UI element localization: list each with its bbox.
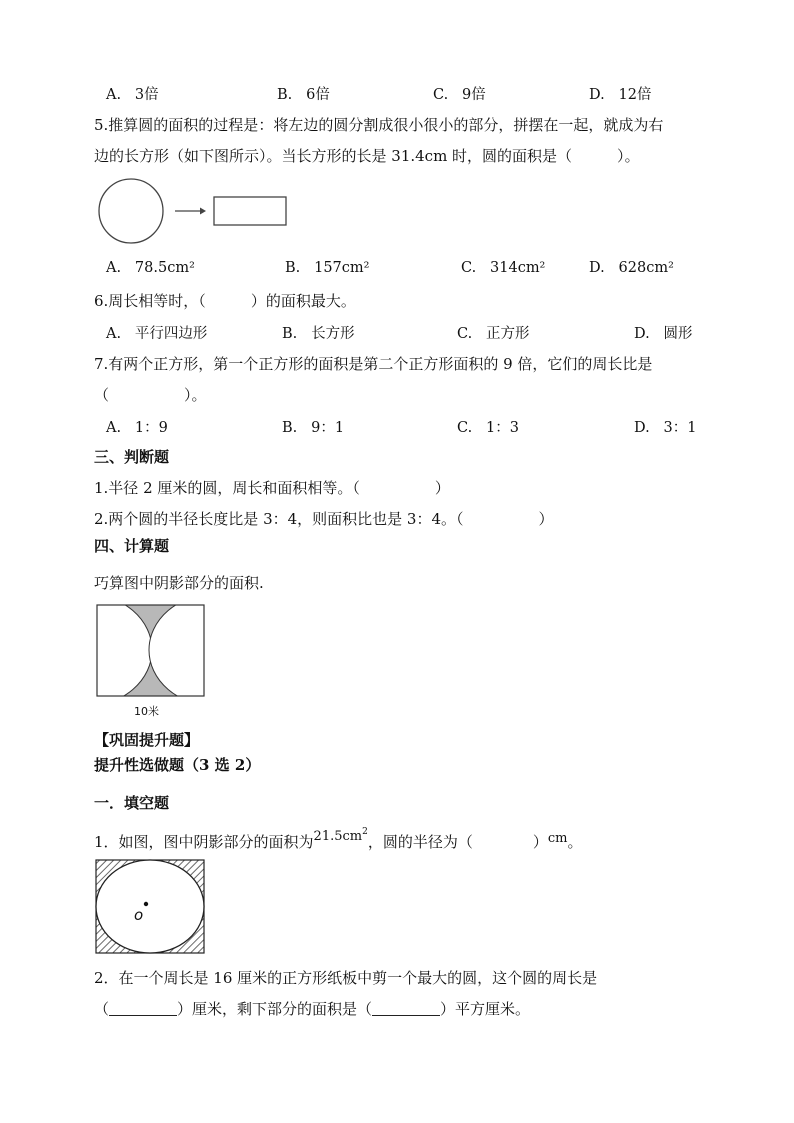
q7-stem-line2: （ ）。 (94, 386, 207, 404)
q6-stem: 6.周长相等时，（ ）的面积最大。 (94, 292, 356, 310)
q4-option-d: D. 12倍 (589, 87, 652, 103)
q5-figure (94, 176, 294, 248)
q7-option-d: D. 3：1 (634, 420, 697, 436)
q6-option-b: B. 长方形 (282, 326, 355, 342)
fill-q2-blank-2[interactable] (372, 1001, 440, 1016)
fill-q1-circle (96, 860, 204, 953)
q6-option-a: A. 平行四边形 (106, 326, 208, 342)
q6-option-c: C. 正方形 (457, 326, 530, 342)
q5-option-b: B. 157cm² (285, 260, 370, 276)
fill-q1-value: $21.5cm^2$ (313, 827, 368, 844)
fill-q1: 1．如图，图中阴影部分的面积为$21.5cm^2$，圆的半径为（ ）cm。 (94, 827, 583, 851)
fill-section-title: 一．填空题 (94, 794, 170, 812)
q5-stem-line2: 边的长方形（如下图所示）。当长方形的长是 31.4cm 时，圆的面积是（ ）。 (94, 147, 640, 165)
q6-option-d: D. 圆形 (634, 326, 693, 342)
section3-title: 三、判断题 (94, 448, 170, 466)
q4-option-b: B. 6倍 (277, 87, 330, 103)
section3-item-1: 1.半径 2 厘米的圆，周长和面积相等。（ ） (94, 479, 450, 497)
q5-option-c: C. 314cm² (461, 260, 546, 276)
fill-q1-center-dot (144, 902, 148, 906)
consolidate-heading: 【巩固提升题】 (94, 731, 200, 749)
q7-option-c: C. 1：3 (457, 420, 519, 436)
q7-option-a: A. 1：9 (106, 420, 168, 436)
fill-q1-mid: ，圆的半径为（ ） (367, 833, 548, 851)
fill-q2-blank-1[interactable] (109, 1001, 177, 1016)
q7-stem-line1: 7.有两个正方形，第一个正方形的面积是第二个正方形面积的 9 倍，它们的周长比是 (94, 355, 653, 373)
section4-figure-label: 10米 (134, 705, 159, 718)
fill-q2-line1: 2．在一个周长是 16 厘米的正方形纸板中剪一个最大的圆，这个圆的周长是 (94, 969, 598, 987)
fill-q1-figure (94, 858, 208, 956)
fill-q2-line2: （ ）厘米，剩下部分的面积是（ ）平方厘米。 (94, 1000, 531, 1018)
q5-rectangle (214, 197, 286, 225)
fill-q1-unit: cm (547, 831, 568, 846)
q7-option-b: B. 9：1 (282, 420, 345, 436)
section4-instruction: 巧算图中阴影部分的面积. (94, 574, 264, 592)
q5-stem-line1: 5.推算圆的面积的过程是：将左边的圆分割成很小很小的部分，拼摆在一起，就成为右 (94, 116, 664, 134)
fill-q1-center-label: o (134, 906, 144, 924)
q5-option-a: A. 78.5cm² (106, 260, 195, 276)
consolidate-subheading: 提升性选做题（3 选 2） (94, 756, 261, 774)
section3-item-2: 2.两个圆的半径长度比是 3：4，则面积比也是 3：4。（ ） (94, 510, 554, 528)
q5-arrow-head (200, 208, 206, 215)
fill-q1-prefix: 1．如图，图中阴影部分的面积为 (94, 833, 314, 851)
q4-option-c: C. 9倍 (433, 87, 486, 103)
section4-figure (94, 604, 210, 700)
q5-circle (99, 179, 163, 243)
section4-title: 四、计算题 (94, 537, 170, 555)
q4-option-a: A. 3倍 (106, 87, 159, 103)
q5-option-d: D. 628cm² (589, 260, 674, 276)
